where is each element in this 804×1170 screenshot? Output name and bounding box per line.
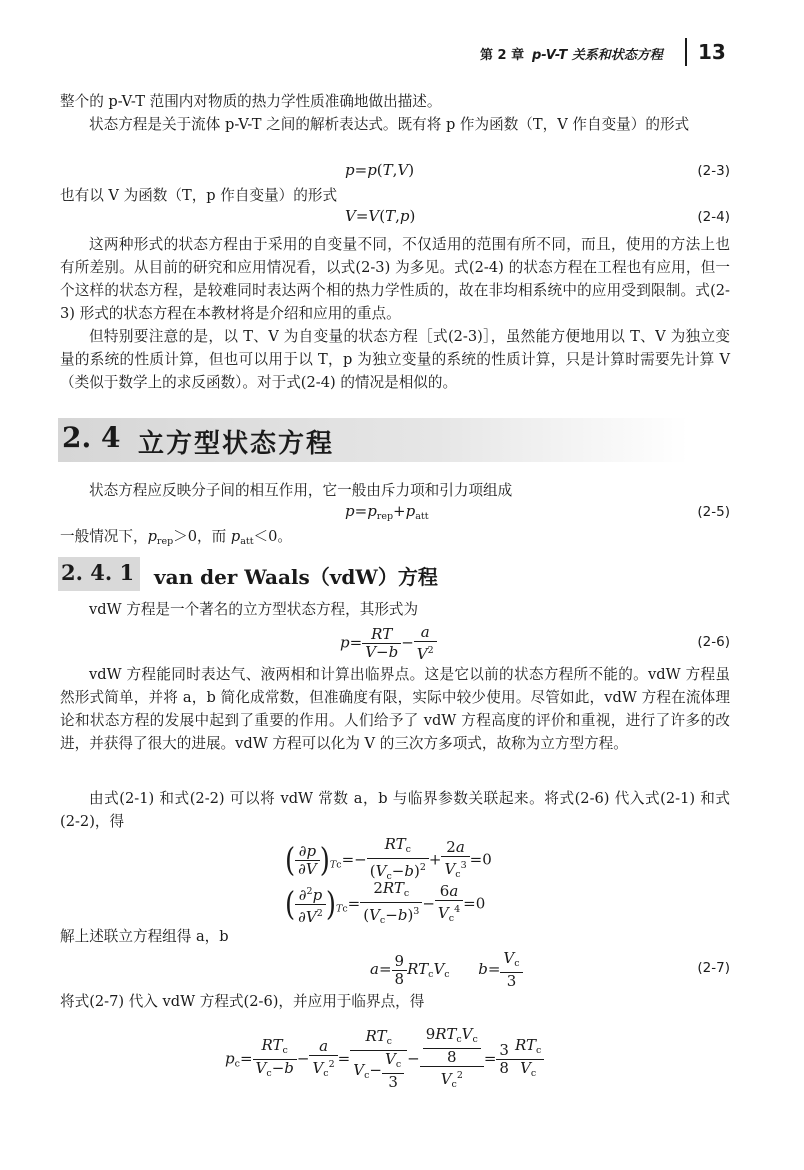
chapter-title: p-V-T 关系和状态方程 bbox=[532, 48, 663, 63]
section-number: 2. 4 bbox=[62, 421, 121, 454]
paragraph: 状态方程是关于流体 p-V-T 之间的解析表达式。既有将 p 作为函数（T，V 作自变量）的形式 bbox=[89, 116, 690, 133]
paragraph: 这两种形式的状态方程由于采用的自变量不同，不仅适用的范围有所不同，而且，使用的方法上也有所差别。从目前的研究和应用情况看，以式(2-3) 为多见。式(2-4) 的状态方程在工程也有应用，但一个这样的状态方程，是较难同时表达两个相的热力学性质的，故在非均相系统中的应用受到限制。式(2-3) 形式的状态方程在本教材将是介绍和应用的重点。 bbox=[60, 236, 730, 322]
paragraph: vdW 方程能同时表达气、液两相和计算出临界点。这是它以前的状态方程所不能的。vdW 方程虽然形式简单，并将 a，b 简化成常数，但准确度有限，实际中较少使用。尽管如此，vdW 方程在流体理论和状态方程的发展中起到了重要的作用。人们给予了 vdW 方程高度的评价和重视，进行了许多的改进，并获得了很大的进展。vdW 方程可以化为 V 的三次方多项式，故称为立方型方程。 bbox=[60, 666, 730, 752]
chapter-label: 第 2 章 bbox=[480, 48, 525, 63]
equation-2-7: a= $\frac{9}{8}$ $RT_cV_c$ b= $\frac{V_c}{3}$ (2-7) bbox=[370, 949, 730, 990]
paragraph: 一般情况下，$p_{rep}>0$，而 $p_{att}<0$。 bbox=[60, 528, 293, 547]
equation-number: (2-3) bbox=[697, 163, 730, 179]
paragraph: 由式(2-1) 和式(2-2) 可以将 vdW 常数 a，b 与临界参数关联起来。将式(2-6) 代入式(2-1) 和式(2-2)，得 bbox=[60, 790, 730, 830]
paragraph: 将式(2-7) 代入 vdW 方程式(2-6)，并应用于临界点，得 bbox=[60, 993, 425, 1010]
header-divider bbox=[685, 38, 687, 66]
equation-2-5: $p=p_{rep}+p_{att}$ (2-5) bbox=[345, 502, 730, 522]
paragraph: 整个的 p-V-T 范围内对物质的热力学性质准确地做出描述。 bbox=[60, 93, 442, 110]
paragraph: vdW 方程是一个著名的立方型状态方程，其形式为 bbox=[89, 601, 419, 618]
running-header bbox=[480, 38, 740, 68]
page-number: 13 bbox=[698, 40, 726, 64]
equation-2-3: p=p(T,V) (2-3) bbox=[345, 161, 730, 179]
paragraph: 解上述联立方程组得 a，b bbox=[60, 928, 229, 945]
subsection-number: 2. 4. 1 bbox=[61, 560, 135, 585]
paragraph: 状态方程应反映分子间的相互作用，它一般由斥力项和引力项组成 bbox=[89, 482, 513, 499]
paragraph: 也有以 V 为函数（T，p 作自变量）的形式 bbox=[60, 187, 338, 204]
section-title: 立方型状态方程 bbox=[138, 429, 335, 459]
equation-number: (2-4) bbox=[697, 209, 730, 225]
equation-number: (2-5) bbox=[697, 504, 730, 520]
subsection-title: van der Waals（vdW）方程 bbox=[154, 565, 438, 589]
equation-number: (2-7) bbox=[697, 960, 730, 976]
subsection-heading-2-4-1 bbox=[58, 557, 458, 591]
equation-first-derivative: ( $\frac{\partial p}{\partial V}$ )$_{Tc}=-$ $\frac{RT_c}{(V_c-b)^2}$ + $\frac{2a}{V_c^3}$ =0 bbox=[285, 835, 492, 882]
section-heading-2-4 bbox=[58, 418, 688, 462]
equation-critical-pressure: $p_c=$ $\frac{RT_c}{V_c-b}$ − $\frac{a}{V_c^2}$ = $RT_c$ $V_c-$ $\frac{V_c}{3}$ − $\frac{\frac{9RT_cV_c}{8}}{V_c^2}$ = $\frac{3}{8}$ $\frac{RT_c}{V_c}$ bbox=[60, 1020, 730, 1090]
equation-second-derivative: ( $\frac{\partial^2p}{\partial V^2}$ )$_{Tc}=$ $\frac{2RT_c}{(V_c-b)^3}$ − $\frac{6a}{V_c^4}$ =0 bbox=[285, 879, 486, 926]
equation-2-4: V=V(T,p) (2-4) bbox=[345, 207, 730, 225]
paragraph: 但特别要注意的是，以 T、V 为自变量的状态方程［式(2-3)］，虽然能方便地用以 T、V 为独立变量的系统的性质计算，但也可以用于以 T，p 为独立变量的系统的性质计算，只是计算时需要先计算 V（类似于数学上的求反函数）。对于式(2-4) 的情况是相似的。 bbox=[60, 328, 730, 391]
equation-number: (2-6) bbox=[697, 634, 730, 650]
equation-2-6: p= $\frac{RT}{V-b}$ − $\frac{a}{V^2}$ (2-6) bbox=[340, 623, 730, 663]
